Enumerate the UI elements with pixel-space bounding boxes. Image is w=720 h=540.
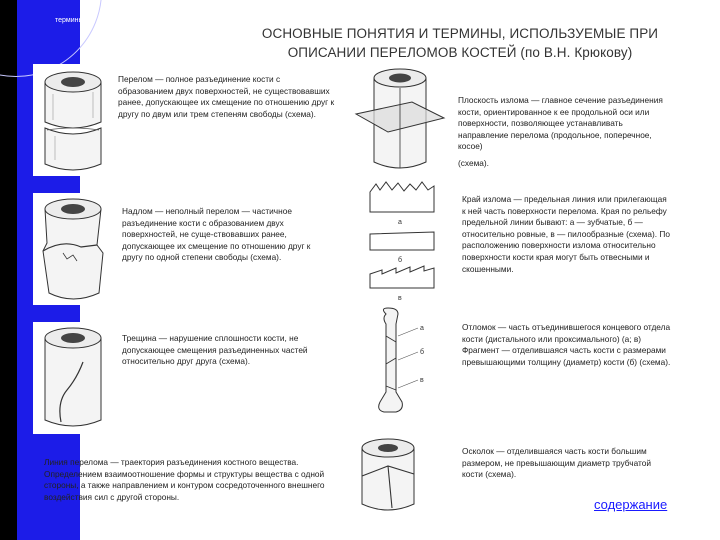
term-fracture: Перелом — полное разъединение кости с образованием двух поверхностей, не существовавших ранее, допускающее их смещение по отношению друг к другу по двум или трем степеням свободы (схема). xyxy=(118,74,335,119)
bone-label-b: б xyxy=(420,349,425,356)
term-chip: Отломок — часть отъединившегося концевого отдела кости (дистального или проксимального) (а; в) Фрагмент — отделившаяся часть кости с размерами превышающими толщину (диаметр) кости (б) (схема). xyxy=(462,322,671,367)
fracture-edge-types-figure xyxy=(362,178,442,304)
fracture-plane-figure xyxy=(352,64,448,176)
term-splinter: Осколок — отделившаяся часть кости большим размером, не превышающим диаметр трубчатой кости (схема). xyxy=(462,446,651,480)
edge-label-c: в xyxy=(398,295,402,302)
title-line-1: ОСНОВНЫЕ ПОНЯТИЯ И ТЕРМИНЫ, ИСПОЛЬЗУЕМЫЕ ПРИ xyxy=(261,26,659,41)
bone-chip-figure xyxy=(368,306,438,418)
incomplete-fracture-figure xyxy=(33,193,113,305)
complete-fracture-figure xyxy=(33,64,113,176)
term-incomplete-fracture: Надлом — неполный перелом — частичное разъединение кости с образованием двух поверхностей, не суще-ствовавших ранее, допускающее их смещение по отношению друг к другу по одной степени свободы (схема). xyxy=(122,206,311,263)
edge-label-b: б xyxy=(398,257,403,264)
page-title xyxy=(240,24,680,62)
bone-label-a: а xyxy=(420,325,424,332)
sidebar-black-strip xyxy=(0,0,17,540)
term-fracture-edge: Край излома — предельная линия или прилегающая к ней часть поверхности перелома. Края по рельефу предельной линии бывают: а — зубчатые, б — относительно ровные, в — пилообразные (схема). По расположению поверхности излома относительно поверхности кости края могут быть отвесными и скошенными. xyxy=(462,194,670,274)
title-line-2: ОПИСАНИИ ПЕРЕЛОМОВ КОСТЕЙ (по В.Н. Крюкову) xyxy=(287,45,633,60)
term-fracture-plane: Плоскость излома — главное сечение разъединения кости, ориентированное к ее продольной оси или поверхности, позволяющее устанавливать направление перелома (продольное, поперечное, косое) xyxy=(458,95,663,152)
slide-tag: термины xyxy=(55,17,84,24)
contents-link[interactable]: содержание xyxy=(594,497,668,512)
term-crack: Трещина — нарушение сплошности кости, не допускающее смещения разъединенных частей относительно друг друга (схема). xyxy=(122,333,308,367)
fracture-line-figure xyxy=(352,436,424,516)
term-fracture-plane-scheme: (схема). xyxy=(458,158,489,168)
bone-label-c: в xyxy=(420,377,424,384)
term-fracture-line: Линия перелома — траектория разъединения костного вещества. Определением взаимоотношение формы и структуры вещества с одной стороны, а также направлением и контуром сосредоточенного внешнего воздействия сил с другой стороны. xyxy=(44,457,325,502)
crack-figure xyxy=(33,322,113,434)
edge-label-a: а xyxy=(398,219,402,226)
